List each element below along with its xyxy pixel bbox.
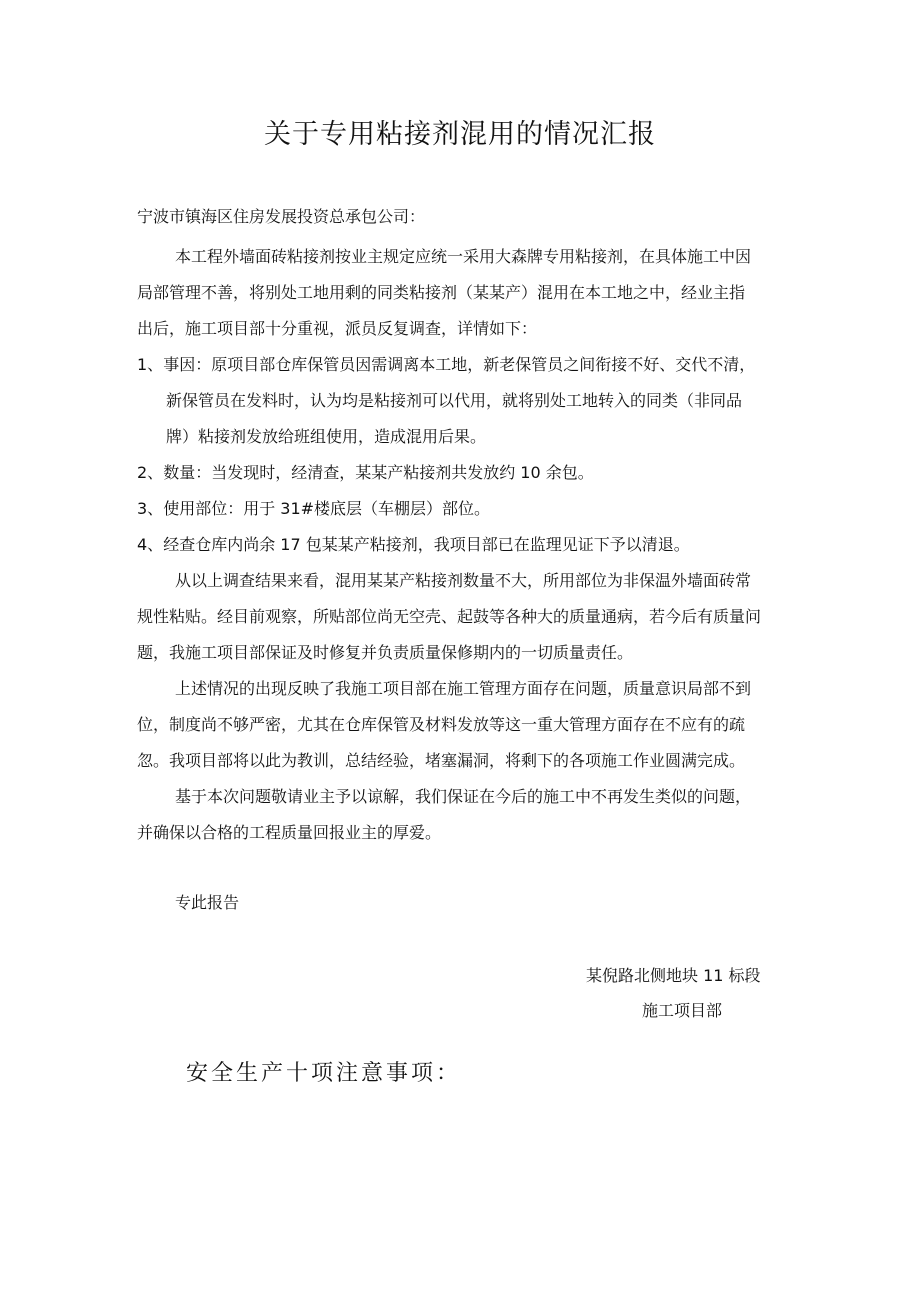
list-item xyxy=(137,355,755,375)
list-item-text: 新保管员在发料时，认为均是粘接剂可以代用，就将别处工地转入的同类（非同品 xyxy=(166,391,743,410)
paragraph-line: 题，我施工项目部保证及时修复并负责质量保修期内的一切质量责任。 xyxy=(137,643,634,662)
intro-line: 本工程外墙面砖粘接剂按业主规定应统一采用大森牌专用粘接剂，在具体施工中因 xyxy=(175,247,752,266)
closing: 专此报告 xyxy=(175,893,240,912)
list-item-text: 使用部位：用于 31#楼底层（车棚层）部位。 xyxy=(163,499,491,518)
paragraph-line: 基于本次问题敬请业主予以谅解，我们保证在今后的施工中不再发生类似的问题， xyxy=(175,787,752,806)
section-heading: 安全生产十项注意事项： xyxy=(186,1061,462,1086)
intro-line: 局部管理不善，将别处工地用剩的同类粘接剂（某某产）混用在本工地之中，经业主指 xyxy=(137,283,746,302)
list-item xyxy=(137,463,594,483)
paragraph-line: 上述情况的出现反映了我施工项目部在施工管理方面存在问题，质量意识局部不到 xyxy=(175,679,752,698)
list-item xyxy=(137,535,690,555)
paragraph-line: 规性粘贴。经目前观察，所贴部位尚无空壳、起鼓等各种大的质量通病，若今后有质量问 xyxy=(137,607,762,626)
signature-department: 施工项目部 xyxy=(642,1001,723,1020)
paragraph-line: 位，制度尚不够严密，尤其在仓库保管及材料发放等这一重大管理方面存在不应有的疏 xyxy=(137,715,746,734)
list-item-text: 数量：当发现时，经清查，某某产粘接剂共发放约 10 余包。 xyxy=(163,463,594,482)
list-item-text: 经查仓库内尚余 17 包某某产粘接剂，我项目部已在监理见证下予以清退。 xyxy=(163,535,690,554)
list-item-number: 4、 xyxy=(137,535,164,554)
list-item-number: 1、 xyxy=(137,355,164,374)
paragraph-line: 并确保以合格的工程质量回报业主的厚爱。 xyxy=(137,823,442,842)
addressee: 宁波市镇海区住房发展投资总承包公司： xyxy=(137,207,426,226)
list-item-number: 3、 xyxy=(137,499,164,518)
list-item xyxy=(137,499,490,519)
paragraph-line: 从以上调查结果来看，混用某某产粘接剂数量不大，所用部位为非保温外墙面砖常 xyxy=(175,571,752,590)
intro-line: 出后，施工项目部十分重视，派员反复调查，详情如下： xyxy=(137,319,538,338)
document-title: 关于专用粘接剂混用的情况汇报 xyxy=(264,119,656,150)
paragraph-line: 忽。我项目部将以此为教训，总结经验，堵塞漏洞，将剩下的各项施工作业圆满完成。 xyxy=(137,751,746,770)
list-item-number: 2、 xyxy=(137,463,164,482)
signature-unit: 某倪路北侧地块 11 标段 xyxy=(586,966,761,985)
list-item-text: 牌）粘接剂发放给班组使用，造成混用后果。 xyxy=(166,427,487,446)
list-item-text: 事因：原项目部仓库保管员因需调离本工地，新老保管员之间衔接不好、交代不清， xyxy=(163,355,756,374)
